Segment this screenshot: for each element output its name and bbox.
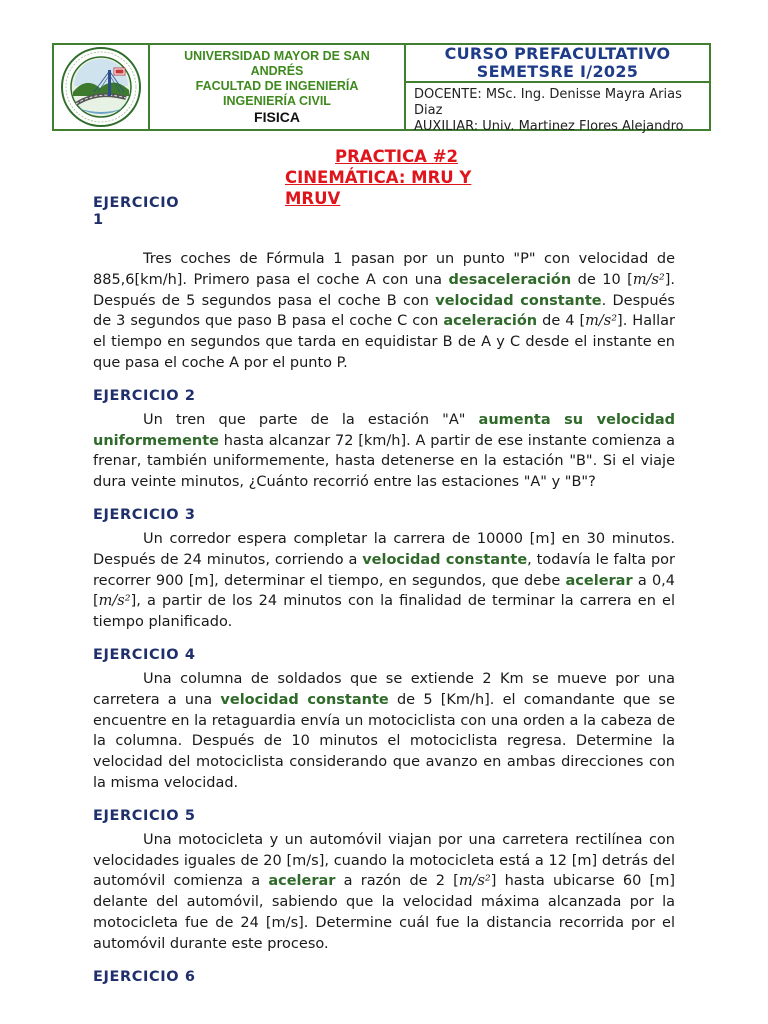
docente-line1: DOCENTE: MSc. Ing. Denisse Mayra Arias (414, 87, 682, 102)
exercise-3 (93, 507, 675, 633)
keyword-highlight: acelerar (565, 572, 633, 589)
practice-title-line1: PRACTICA #2 (335, 147, 459, 166)
statement-text: Un corredor espera completar la carrera de 10000 [m] en 30 minutos. Después de 24 minutos, corriendo a (93, 530, 675, 568)
exercise-heading: EJERCICIO 1 (93, 195, 180, 228)
practice-title-line2: CINEMÁTICA: MRU Y (285, 168, 472, 187)
statement-text: de 4 [ (537, 313, 586, 330)
statement-text: de 10 [ (571, 271, 633, 288)
unit-formula: m/s² (98, 593, 131, 610)
statement-text: Un tren que parte de la estación "A" (143, 411, 479, 428)
keyword-highlight: aceleración (443, 313, 538, 330)
exercise-1 (93, 195, 675, 374)
statement-text: a razón de 2 [ (335, 873, 459, 890)
logo-cell (54, 45, 150, 129)
statement-text: Una columna de soldados que se extiende 2 Km se mueve por una carretera a una (93, 670, 675, 708)
keyword-highlight: desaceleración (448, 271, 572, 288)
university-name-line1: UNIVERSIDAD MAYOR DE SAN (184, 49, 370, 63)
exercise-statement (93, 529, 675, 633)
unit-formula: m/s² (458, 873, 491, 890)
keyword-highlight: aumenta su velocidad uniformemente (93, 411, 676, 449)
document-header (52, 43, 711, 134)
exercise-5 (93, 808, 675, 955)
statement-text: ], a partir de los 24 minutos con la finalidad de terminar la carrera en el tiempo planificado. (93, 593, 675, 631)
docente-line2: Diaz (414, 103, 443, 118)
statement-text: Tres coches de Fórmula 1 pasan por un punto "P" con velocidad de 885,6[km/h]. Primero pasa el coche A con una (93, 251, 675, 288)
keyword-highlight: velocidad constante (220, 691, 389, 708)
career-name: INGENIERÍA CIVIL (223, 94, 331, 108)
keyword-highlight: acelerar (268, 873, 336, 890)
keyword-highlight: velocidad constante (435, 292, 602, 309)
exercise-statement (93, 669, 675, 794)
institution-block (150, 45, 406, 129)
statement-text: de 5 [Km/h]. el comandante que se encuentre en la retaguardia envía un motociclista con una orden a la cabeza de la columna. Después de 10 minutos el motociclista regresa. Determine la velocidad del motociclista considerando que avanzo en ambas direcciones con la misma velocidad. (93, 691, 675, 791)
statement-text: ]. Después de 5 segundos pasa el coche B con (93, 271, 675, 309)
course-info-block (406, 44, 709, 134)
exercise-heading: EJERCICIO 5 (93, 807, 196, 824)
statement-text: hasta alcanzar 72 [km/h]. A partir de ese instante comienza a frenar, también uniformemente, hasta detenerse en la estación "B". Si el viaje dura veinte minutos, ¿Cuánto recorrió entre las estaciones "A" y "B"? (93, 432, 675, 491)
exercise-statement (93, 249, 675, 374)
exercise-statement (93, 410, 675, 493)
exercise-2 (93, 388, 675, 493)
university-seal-icon (60, 46, 142, 128)
statement-text: ] hasta ubicarse 60 [m] delante del automóvil, sabiendo que la velocidad máxima alcanzada por la motocicleta fue de 24 [m/s]. Determine cuál fue la distancia recorrida por el automóvil durante este proceso. (93, 873, 675, 952)
statement-text: Una motocicleta y un automóvil viajan por una carretera rectilínea con velocidades iguales de 20 [m/s], cuando la motocicleta está a 12 [m] detrás del automóvil comienza a (93, 831, 675, 890)
course-title-line1: CURSO PREFACULTATIVO (444, 44, 671, 63)
exercise-heading: EJERCICIO 4 (93, 646, 196, 663)
course-title-line2: SEMETSRE I/2025 (476, 62, 639, 81)
faculty-name: FACULTAD DE INGENIERÍA (195, 79, 359, 93)
exercise-heading: EJERCICIO 2 (93, 387, 196, 404)
statement-text: ]. Hallar el tiempo en segundos que tarda en equidistar B de A y C desde el instante en que pasa el coche A por el punto P. (93, 313, 675, 371)
unit-formula: m/s² (632, 271, 665, 288)
keyword-highlight: velocidad constante (362, 551, 528, 568)
exercise-statement (93, 830, 675, 955)
course-title-box (406, 45, 709, 83)
unit-formula: m/s² (585, 313, 618, 330)
university-name-line2: ANDRÉS (250, 64, 304, 78)
practice-title-line3: MRUV (285, 189, 341, 208)
exercise-heading: EJERCICIO 6 (93, 968, 196, 985)
statement-text: a 0,4 [ (93, 572, 675, 610)
staff-box (406, 83, 709, 135)
exercise-heading: EJERCICIO 3 (93, 506, 196, 523)
exercise-4 (93, 647, 675, 794)
exercise-6 (93, 969, 675, 985)
auxiliar-line: AUXILIAR: Univ. Martinez Flores Alejandro (414, 119, 684, 134)
statement-text: . Después de 3 segundos que paso B pasa el coche C con (93, 292, 675, 330)
exercise-list (93, 195, 675, 985)
subject-name: FISICA (254, 109, 300, 125)
statement-text: , todavía le falta por recorrer 900 [m], determinar el tiempo, en segundos, que debe (93, 551, 675, 589)
